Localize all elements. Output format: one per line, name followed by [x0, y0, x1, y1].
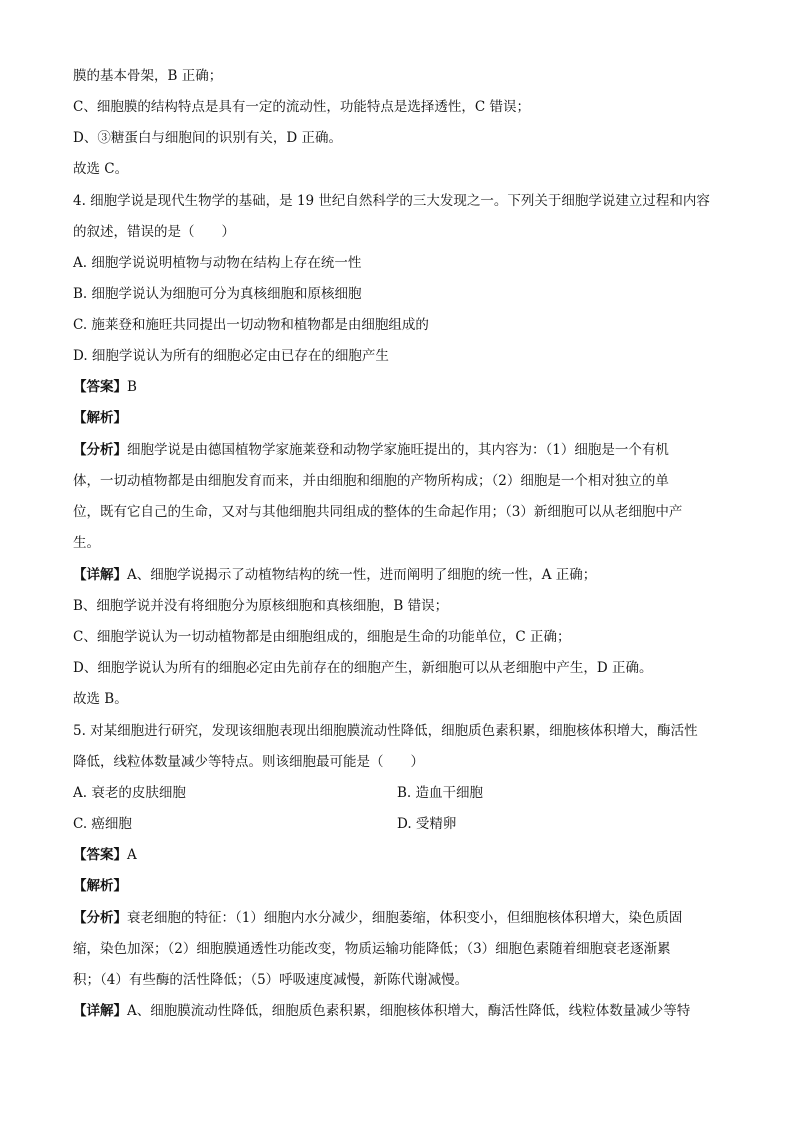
question-4-fenxi: 体，一切动植物都是由细胞发育而来，并由细胞和细胞的产物所构成；（2）细胞是一个相对独立的单 — [73, 473, 669, 489]
answer-value: A — [127, 847, 137, 863]
question-4-analysis-heading — [73, 408, 725, 428]
question-4-fenxi: 位，既有它自己的生命，又对与其他细胞共同组成的整体的生命起作用；（3）新细胞可以从老细胞中产 — [73, 504, 683, 520]
question-5-option-c: C. 癌细胞 — [73, 816, 132, 832]
question-4-xiangjie: C、细胞学说认为一切动植物都是由细胞组成的，细胞是生命的功能单位，C 正确； — [73, 629, 571, 645]
question-5-options-row-1 — [73, 783, 725, 803]
question-5-answer — [73, 845, 725, 865]
question-5-option-b: B. 造血干细胞 — [397, 785, 484, 801]
question-4-choose: 故选 B。 — [73, 691, 128, 707]
fenxi-text: 衰老细胞的特征：（1）细胞内水分减少，细胞萎缩，体积变小，但细胞核体积增大，染色质固 — [127, 910, 683, 926]
question-4-option-c: C. 施莱登和施旺共同提出一切动物和植物都是由细胞组成的 — [73, 317, 429, 333]
question-4-xiangjie — [73, 565, 725, 585]
question-5-stem: 5. 对某细胞进行研究，发现该细胞表现出细胞膜流动性降低，细胞质色素积累，细胞核体积增大，酶活性 — [73, 723, 698, 739]
xiangjie-tag: 【详解】 — [73, 1003, 127, 1019]
question-5-xiangjie — [73, 1001, 725, 1021]
xiangjie-text: A、细胞膜流动性降低，细胞质色素积累，细胞核体积增大，酶活性降低，线粒体数量减少等特 — [127, 1003, 691, 1019]
answer-tag: 【答案】 — [73, 847, 127, 863]
question-5-options-row-2 — [73, 814, 725, 834]
question-5-stem: 降低，线粒体数量减少等特点。则该细胞最可能是（ ） — [73, 754, 424, 770]
question-5-option-a: A. 衰老的皮肤细胞 — [73, 785, 186, 801]
question-5-analysis-heading — [73, 876, 725, 896]
question-4-fenxi — [73, 440, 725, 460]
text-line: C、细胞膜的结构特点是具有一定的流动性，功能特点是选择透性，C 错误； — [73, 99, 530, 115]
question-4-xiangjie: D、细胞学说认为所有的细胞必定由先前存在的细胞产生，新细胞可以从老细胞中产生，D 正确。 — [73, 660, 653, 676]
fenxi-tag: 【分析】 — [73, 910, 127, 926]
question-5-fenxi — [73, 908, 725, 928]
xiangjie-text: A、细胞学说揭示了动植物结构的统一性，进而阐明了细胞的统一性，A 正确； — [127, 567, 597, 583]
question-4-stem: 的叙述，错误的是（ ） — [73, 224, 235, 240]
xiangjie-tag: 【详解】 — [73, 567, 127, 583]
question-4-option-b: B. 细胞学说认为细胞可分为真核细胞和原核细胞 — [73, 286, 362, 302]
question-4-stem: 4. 细胞学说是现代生物学的基础，是 19 世纪自然科学的三大发现之一。下列关于细胞学说建立过程和内容 — [73, 193, 710, 209]
answer-tag: 【答案】 — [73, 379, 127, 395]
fenxi-tag: 【分析】 — [73, 442, 127, 458]
question-4-xiangjie: B、细胞学说并没有将细胞分为原核细胞和真核细胞，B 错误； — [73, 598, 449, 614]
question-4-option-a: A. 细胞学说说明植物与动物在结构上存在统一性 — [73, 255, 362, 271]
question-5-fenxi: 积；（4）有些酶的活性降低；（5）呼吸速度减慢，新陈代谢减慢。 — [73, 972, 469, 988]
fenxi-text: 细胞学说是由德国植物学家施莱登和动物学家施旺提出的，其内容为：（1）细胞是一个有机 — [127, 442, 669, 458]
question-5-fenxi: 缩，染色加深；（2）细胞膜通透性功能改变，物质运输功能降低；（3）细胞色素随着细胞衰老逐渐累 — [73, 941, 671, 957]
question-4-answer — [73, 377, 725, 397]
text-line: 膜的基本骨架，B 正确； — [73, 68, 223, 84]
analysis-tag: 【解析】 — [73, 410, 127, 426]
question-4-fenxi: 生。 — [73, 535, 100, 551]
question-4-option-d: D. 细胞学说认为所有的细胞必定由已存在的细胞产生 — [73, 348, 389, 364]
text-line: D、③糖蛋白与细胞间的识别有关，D 正确。 — [73, 130, 342, 146]
question-5-option-d: D. 受精卵 — [397, 816, 457, 832]
text-line: 故选 C。 — [73, 161, 129, 177]
analysis-tag: 【解析】 — [73, 878, 127, 894]
answer-value: B — [127, 379, 137, 395]
